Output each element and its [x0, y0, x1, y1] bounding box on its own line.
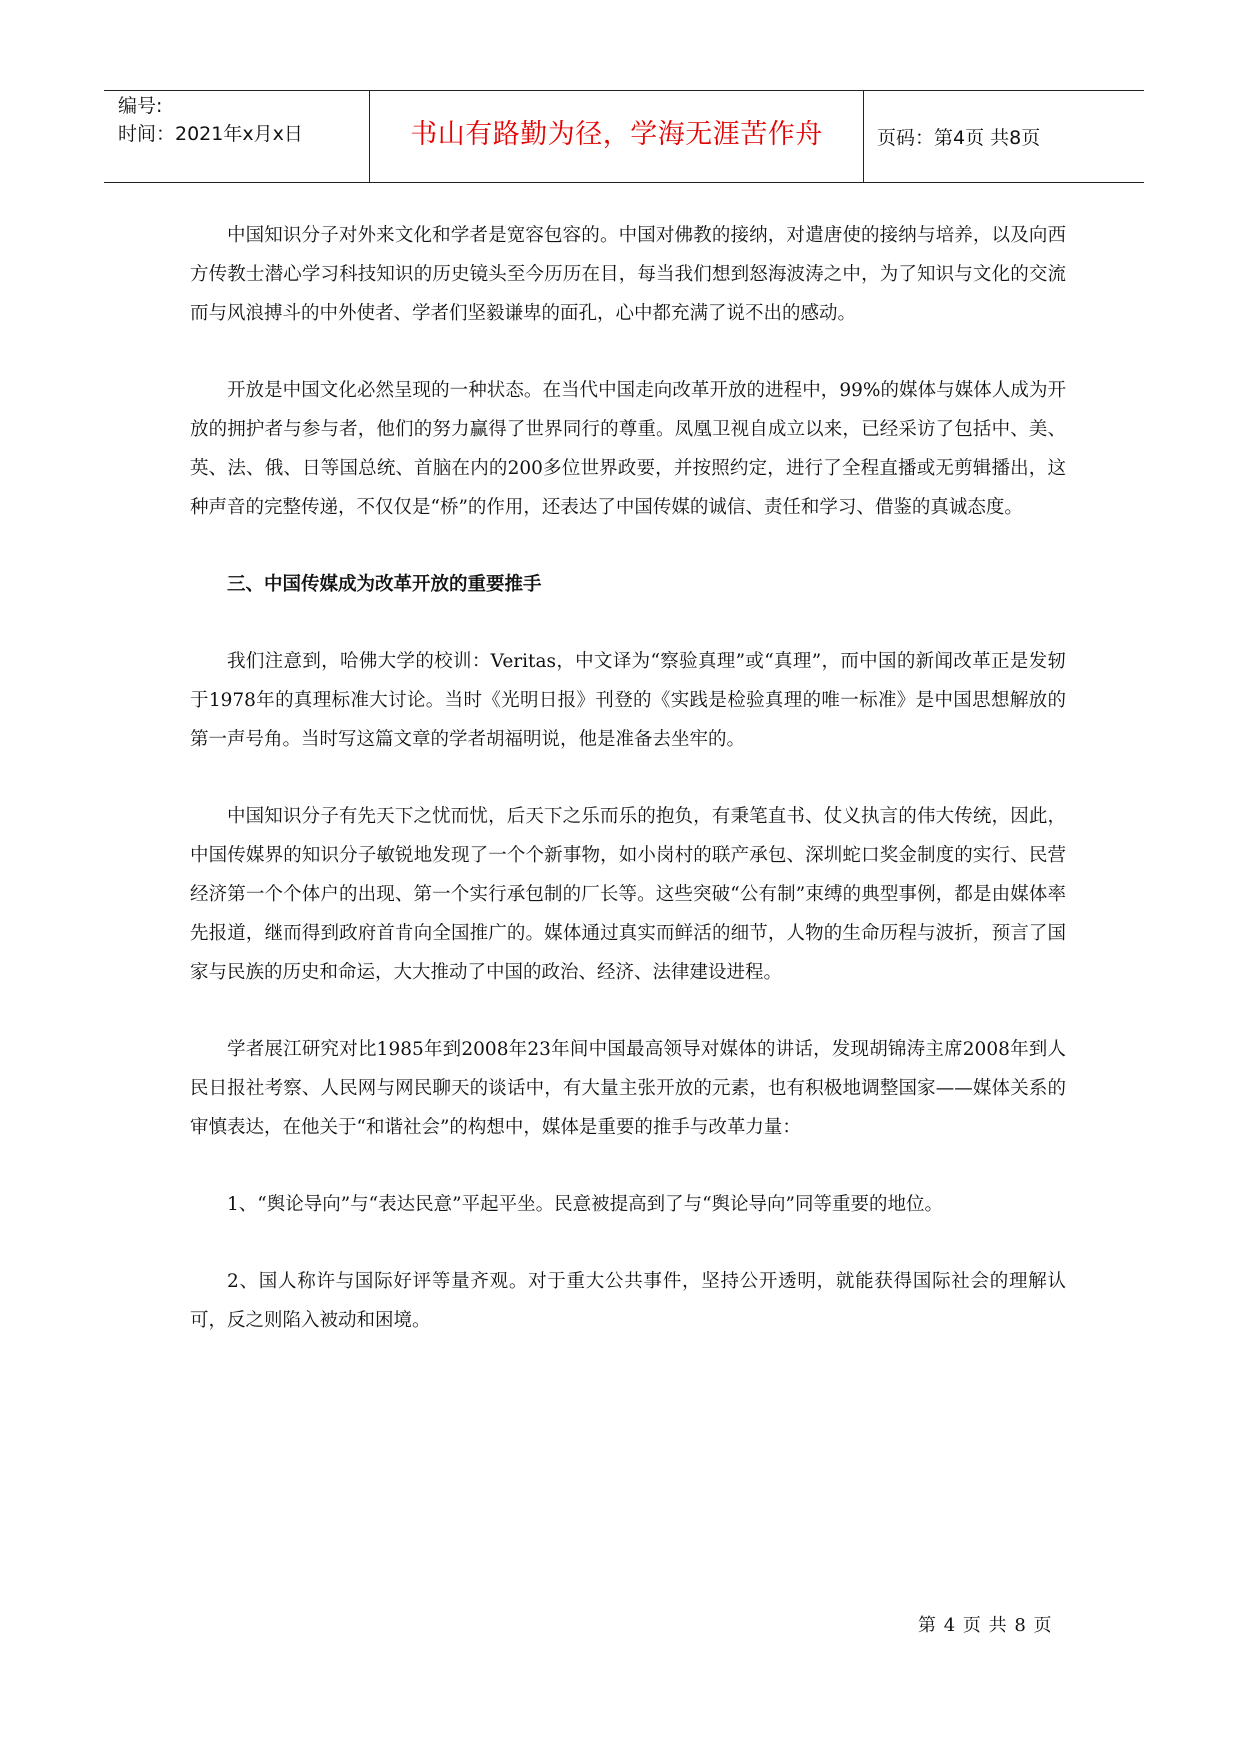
- document-time-label: 时间：2021年x月x日: [118, 123, 303, 145]
- body-paragraph: 1、“舆论导向”与“表达民意”平起平坐。民意被提高到了与“舆论导向”同等重要的地位。: [227, 1194, 944, 1215]
- header-divider-right: [863, 90, 864, 183]
- document-body: [190, 216, 1066, 1378]
- document-number-label: 编号:: [118, 95, 163, 117]
- header-page-number: 页码：第4页 共8页: [877, 127, 1041, 149]
- body-paragraph: 开放是中国文化必然呈现的一种状态。在当代中国走向改革开放的进程中，99%的媒体与媒体人成为开放的拥护者与参与者，他们的努力赢得了世界同行的尊重。凤凰卫视自成立以来，已经采访了包括中、美、英、法、俄、日等国总统、首脑在内的200多位世界政要，并按照约定，进行了全程直播或无剪辑播出，这种声音的完整传递，不仅仅是“桥”的作用，还表达了中国传媒的诚信、责任和学习、借鉴的真诚态度。: [190, 380, 1066, 518]
- body-paragraph: 学者展江研究对比1985年到2008年23年间中国最高领导对媒体的讲话，发现胡锦涛主席2008年到人民日报社考察、人民网与网民聊天的谈话中，有大量主张开放的元素，也有积极地调整国家——媒体关系的审慎表达，在他关于“和谐社会”的构想中，媒体是重要的推手与改革力量：: [190, 1039, 1066, 1138]
- header-top-rule: [104, 90, 1144, 91]
- body-paragraph: 中国知识分子有先天下之忧而忧，后天下之乐而乐的抱负，有秉笔直书、仗义执言的伟大传统，因此，中国传媒界的知识分子敏锐地发现了一个个新事物，如小岗村的联产承包、深圳蛇口奖金制度的实行、民营经济第一个个体户的出现、第一个实行承包制的厂长等。这些突破“公有制”束缚的典型事例，都是由媒体率先报道，继而得到政府首肯向全国推广的。媒体通过真实而鲜活的细节，人物的生命历程与波折，预言了国家与民族的历史和命运，大大推动了中国的政治、经济、法律建设进程。: [190, 806, 1066, 983]
- header-bottom-rule: [104, 182, 1144, 183]
- section-heading: 三、中国传媒成为改革开放的重要推手: [227, 574, 542, 595]
- body-paragraph: 中国知识分子对外来文化和学者是宽容包容的。中国对佛教的接纳，对遣唐使的接纳与培养，以及向西方传教士潜心学习科技知识的历史镜头至今历历在目，每当我们想到怒海波涛之中，为了知识与文化的交流而与风浪搏斗的中外使者、学者们坚毅谦卑的面孔，心中都充满了说不出的感动。: [190, 225, 1066, 324]
- page-footer: 第 4 页 共 8 页: [918, 1615, 1053, 1636]
- body-paragraph: 我们注意到，哈佛大学的校训：Veritas，中文译为“察验真理”或“真理”，而中国的新闻改革正是发轫于1978年的真理标准大讨论。当时《光明日报》刊登的《实践是检验真理的唯一标准》是中国思想解放的第一声号角。当时写这篇文章的学者胡福明说，他是准备去坐牢的。: [190, 651, 1066, 750]
- header-meta: [118, 92, 303, 148]
- body-paragraph: 2、国人称许与国际好评等量齐观。对于重大公共事件，坚持公开透明，就能获得国际社会的理解认可，反之则陷入被动和困境。: [190, 1271, 1066, 1331]
- header-motto: 书山有路勤为径，学海无涯苦作舟: [410, 119, 823, 150]
